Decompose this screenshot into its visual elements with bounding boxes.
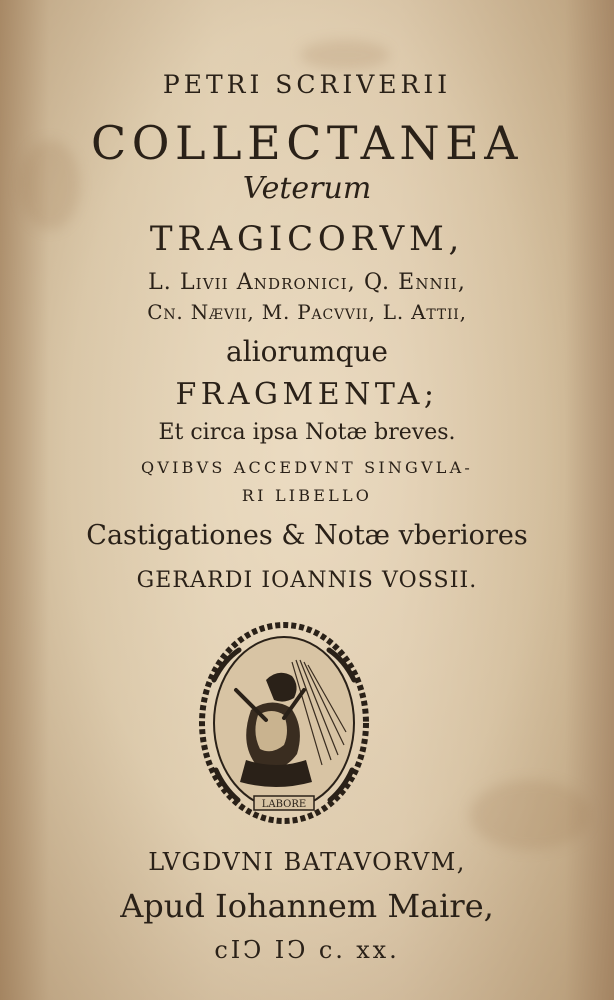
main-title: COLLECTANEA <box>91 116 523 170</box>
imprint-date: cIↃ IↃ c. xx. <box>214 936 400 964</box>
authors-line-1: L. Livii Andronici, Q. Ennii, <box>148 270 466 295</box>
imprint-printer: Apud Iohannem Maire, <box>120 887 494 925</box>
vossius-name: GERARDI IOANNIS VOSSII. <box>136 568 478 593</box>
subtitle-veterum: Veterum <box>242 171 372 206</box>
notae-breves-text: Et circa ipsa Notæ breves. <box>158 420 456 445</box>
authors-line-2: Cn. Nævii, M. Pacvvii, L. Attii, <box>147 300 467 324</box>
paper-stain <box>470 780 590 850</box>
subtitle-tragicorum: TRAGICORVM, <box>149 219 465 259</box>
accedunt-line-2: RI LIBELLO <box>241 486 373 505</box>
accedunt-line-1: QVIBVS ACCEDVNT SINGVLA- <box>141 458 473 477</box>
author-name: PETRI SCRIVERII <box>162 70 452 99</box>
fragmenta-heading: FRAGMENTA; <box>175 377 439 412</box>
imprint-place: LVGDVNI BATAVORVM, <box>148 848 466 876</box>
paper-stain <box>300 40 390 70</box>
printers-mark-image <box>196 620 372 826</box>
castigationes-text: Castigationes & Notæ vberiores <box>86 520 528 551</box>
printer-device-vignette <box>196 620 372 826</box>
aliorumque-text: aliorumque <box>226 335 388 368</box>
device-motto-text: LABORE <box>261 799 307 810</box>
